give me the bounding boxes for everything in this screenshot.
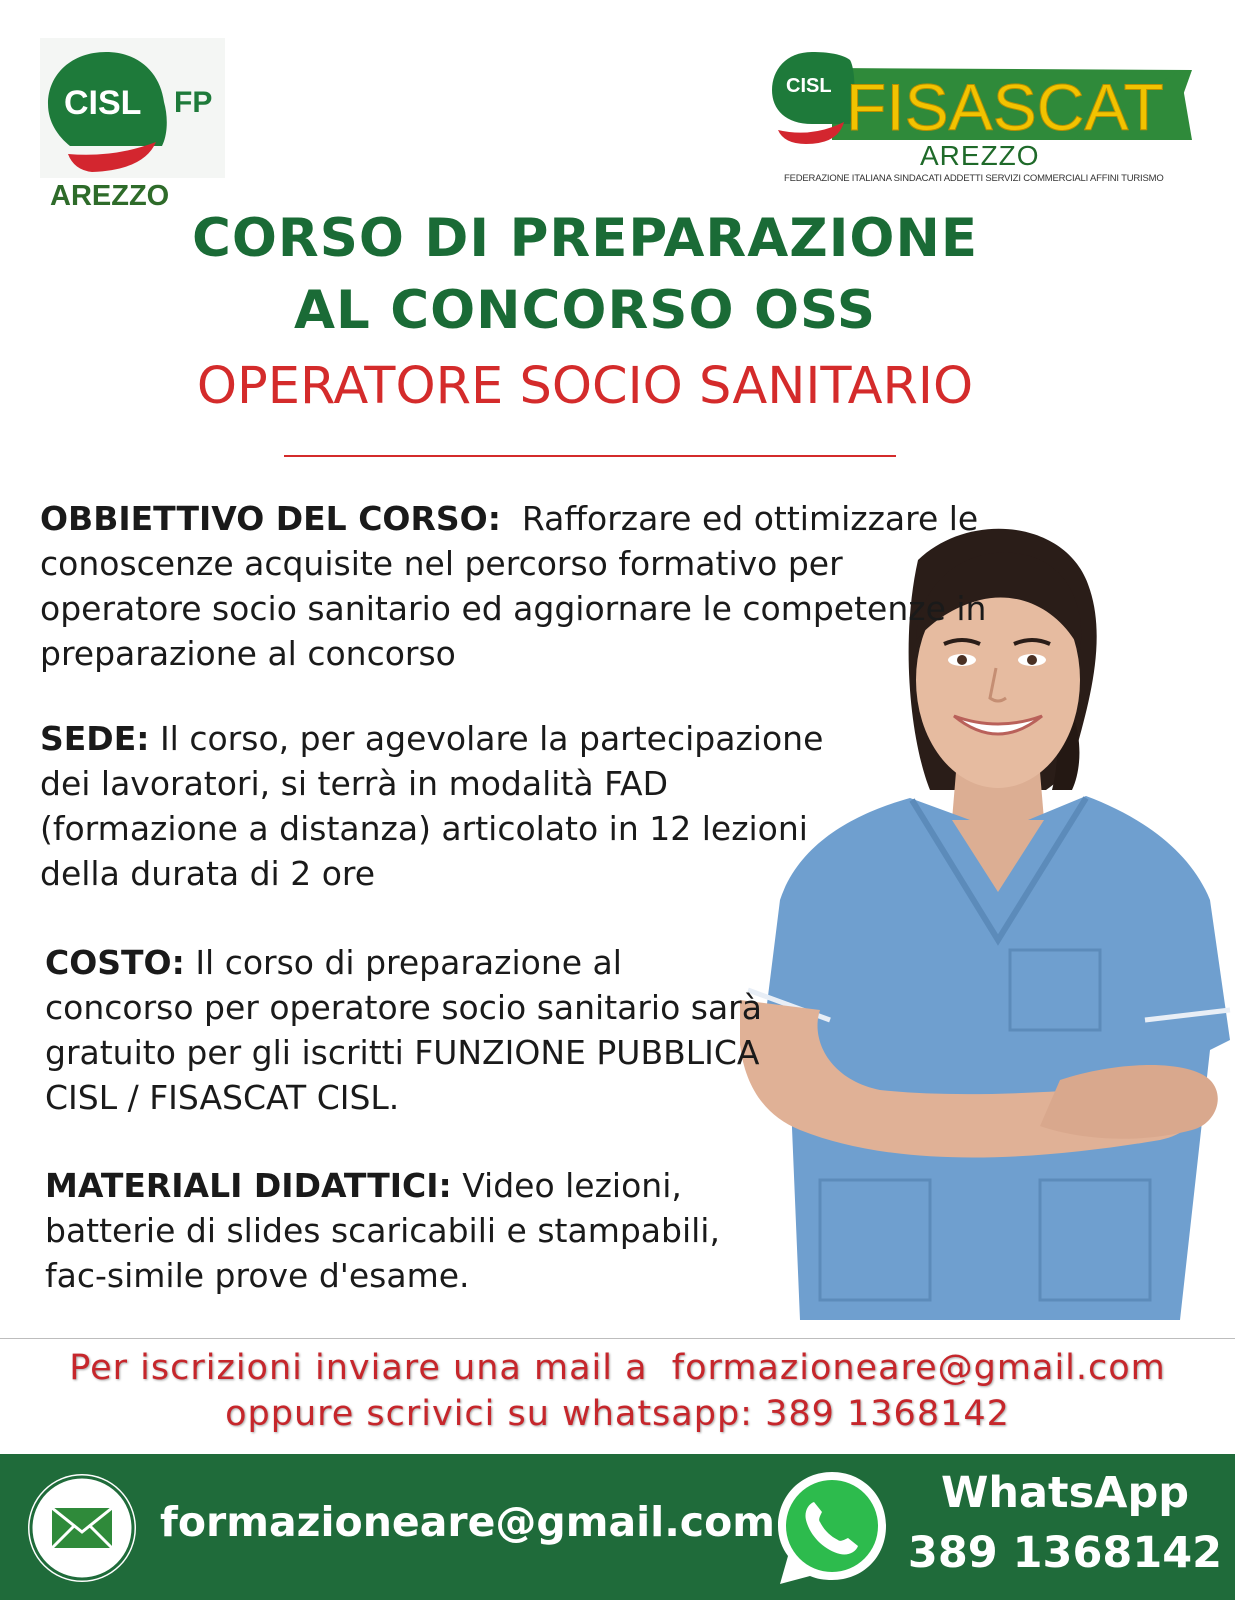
section-label: COSTO: (45, 943, 185, 982)
section-label: OBBIETTIVO DEL CORSO: (40, 499, 501, 538)
subtitle: OPERATORE SOCIO SANITARIO (196, 357, 974, 416)
section-materiali (45, 1163, 745, 1298)
footer-email-link[interactable]: formazioneare@gmail.com (160, 1498, 775, 1546)
content-divider (0, 1338, 1235, 1339)
section-sede (40, 716, 870, 896)
cisl-text: CISL (64, 84, 142, 122)
fisascat-cisl-text: CISL (786, 75, 832, 97)
whatsapp-label: WhatsApp (940, 1468, 1190, 1518)
title-line-1: CORSO DI PREPARAZIONE (191, 208, 979, 269)
section-costo (45, 940, 765, 1120)
contact-email-line: Per iscrizioni inviare una mail a formazioneare@gmail.com (69, 1348, 1166, 1388)
section-text: Il corso, per agevolare la partecipazione dei lavoratori, si terrà in modalità FAD (formazione a distanza) articolato in 12 lezioni della durata di 2 ore (40, 719, 824, 893)
cisl-fp-logo (40, 38, 225, 218)
section-label: SEDE: (40, 719, 150, 758)
fp-text: FP (174, 86, 213, 119)
section-text: Video lezioni, batterie di slides scaricabili e stampabili, fac-simile prove d'esame. (45, 1166, 720, 1295)
section-obiettivo (40, 496, 1000, 676)
fisascat-logo (772, 48, 1202, 188)
section-label: MATERIALI DIDATTICI: (45, 1166, 452, 1205)
fisascat-name: FISASCAT (846, 70, 1164, 144)
contact-whatsapp-line: oppure scrivici su whatsapp: 389 1368142 (225, 1394, 1010, 1434)
title-divider (284, 455, 896, 457)
title-line-2: AL CONCORSO OSS (293, 280, 876, 341)
mail-icon[interactable] (28, 1474, 136, 1582)
whatsapp-number[interactable]: 389 1368142 (907, 1528, 1223, 1578)
fisascat-city: AREZZO (920, 140, 1040, 171)
section-text: Il corso di preparazione al concorso per operatore socio sanitario sarà gratuito per gli iscritti FUNZIONE PUBBLICA CISL / FISASCAT CISL. (45, 943, 762, 1117)
section-text: Rafforzare ed ottimizzare le conoscenze acquisite nel percorso formativo per operatore socio sanitario ed aggiornare le competenze in preparazione al concorso (40, 499, 987, 673)
cisl-city: AREZZO (50, 180, 170, 212)
fisascat-tagline: FEDERAZIONE ITALIANA SINDACATI ADDETTI SERVIZI COMMERCIALI AFFINI TURISMO (784, 173, 1164, 184)
footer-bar (0, 1454, 1235, 1600)
cisl-fp-emblem (44, 46, 224, 178)
whatsapp-icon[interactable] (772, 1468, 892, 1588)
